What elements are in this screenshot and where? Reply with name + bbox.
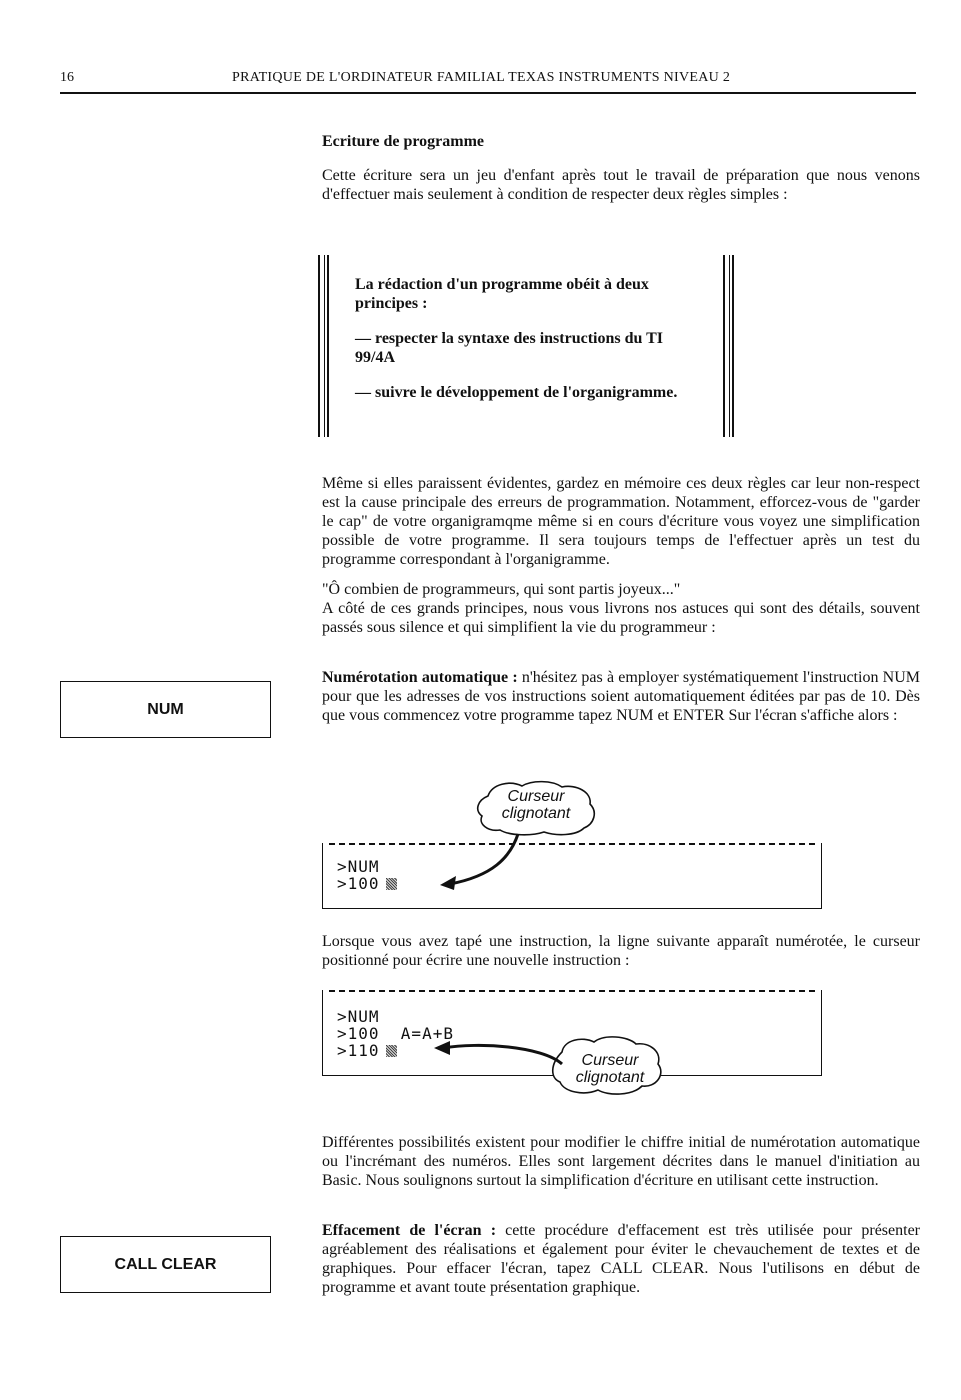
intro-paragraph: Cette écriture sera un jeu d'enfant après tout le travail de préparation que nous venons d'effectuer mais seulement à condition de respecter deux règles simples : — [322, 167, 920, 203]
cloud-1-line2: clignotant — [501, 805, 571, 822]
rule-box-content — [355, 275, 695, 418]
cloud-2-line1: Curseur — [581, 1052, 639, 1069]
cursor-block-icon — [386, 878, 397, 890]
possibilities-paragraph: Différentes possibilités existent pour modifier le chiffre initial de numérotation automatique ou l'incrémant des numéros. Elles sont largement décrites dans le manuel d'initiation au Basic. Nous soulignons surtout la simplification d'écriture en utilisant cette instruction. — [322, 1134, 920, 1189]
tips-paragraph: A côté de ces grands principes, nous vous livrons nos astuces qui sont des détails, souvent passés sous silence et qui simplifient la vie du programmeur : — [322, 600, 920, 636]
screen-2-line-110 — [337, 1042, 454, 1059]
screen-2-line-num: >NUM — [337, 1007, 380, 1026]
running-title: PRATIQUE DE L'ORDINATEUR FAMILIAL TEXAS INSTRUMENTS NIVEAU 2 — [232, 70, 731, 85]
cursor-block-icon — [386, 1045, 397, 1057]
section-heading: Ecriture de programme — [322, 133, 485, 150]
after-screen-1-paragraph: Lorsque vous avez tapé une instruction, la ligne suivante apparaît numérotée, le curseur positionné pour écrire une nouvelle instruction : — [322, 933, 920, 969]
clear-lead: Effacement de l'écran : — [322, 1222, 497, 1239]
rule-principle-flowchart: — suivre le développement de l'organigramme. — [355, 384, 678, 401]
side-label-call-clear: CALL CLEAR — [60, 1236, 271, 1293]
rule-principle-syntax: — respecter la syntaxe des instructions du TI 99/4A — [355, 330, 664, 366]
rules-paragraph: Même si elles paraissent évidentes, gardez en mémoire ces deux règles car leur non-respect est la cause principale des erreurs de programmation. Notamment, efforcez-vous de "garder le cap" de votre organigramqme même si en cours d'écriture vous voyez une simplification possible de votre programme. Il sera toujours temps de l'effectuer après un test du programme correspondant à l'organigramme. — [322, 475, 920, 568]
side-label-num: NUM — [60, 681, 271, 738]
cloud-1-line1: Curseur — [507, 788, 565, 805]
screen-2-top-dashes — [329, 990, 815, 992]
screen-1-line-num: >NUM — [337, 857, 380, 876]
cloud-2-label — [562, 1052, 658, 1086]
screen-2-line-110-text: >110 — [337, 1041, 380, 1060]
screen-1-lines — [337, 858, 397, 892]
rule-principle-intro: La rédaction d'un programme obéit à deux principes : — [355, 276, 649, 312]
screen-2-line-100: >100 A=A+B — [337, 1024, 454, 1043]
num-text: n'hésitez pas à employer systématiquement l'instruction NUM pour que les adresses de vos instructions soient automatiquement éditées par pas de 10. Dès que vous commencez votre programme tapez NUM et ENTER Sur l'écran s'affiche alors : — [322, 669, 920, 724]
page-number: 16 — [60, 70, 74, 85]
screen-2-lines — [337, 1008, 454, 1059]
rule-box — [318, 255, 734, 437]
num-lead: Numérotation automatique : — [322, 669, 518, 686]
screen-1-line-100 — [337, 875, 397, 892]
cloud-2-line2: clignotant — [575, 1069, 645, 1086]
num-paragraph — [322, 668, 920, 725]
rule-box-right-bars — [723, 255, 734, 437]
clear-text: cette procédure d'effacement est très utilisée pour présenter agréablement des réalisations et également pour éviter le chevauchement de textes et de graphiques. Pour effacer l'écran, tapez CALL CLEAR. Nous l'utilisons en début de programme et avant toute présentation graphique. — [322, 1222, 920, 1296]
screen-1-line-100-text: >100 — [337, 874, 380, 893]
clear-paragraph — [322, 1221, 920, 1297]
header-divider — [60, 92, 916, 94]
rule-box-left-bars — [318, 255, 329, 437]
quote-line: "Ô combien de programmeurs, qui sont partis joyeux..." — [322, 581, 681, 598]
cloud-1-label — [484, 788, 588, 822]
